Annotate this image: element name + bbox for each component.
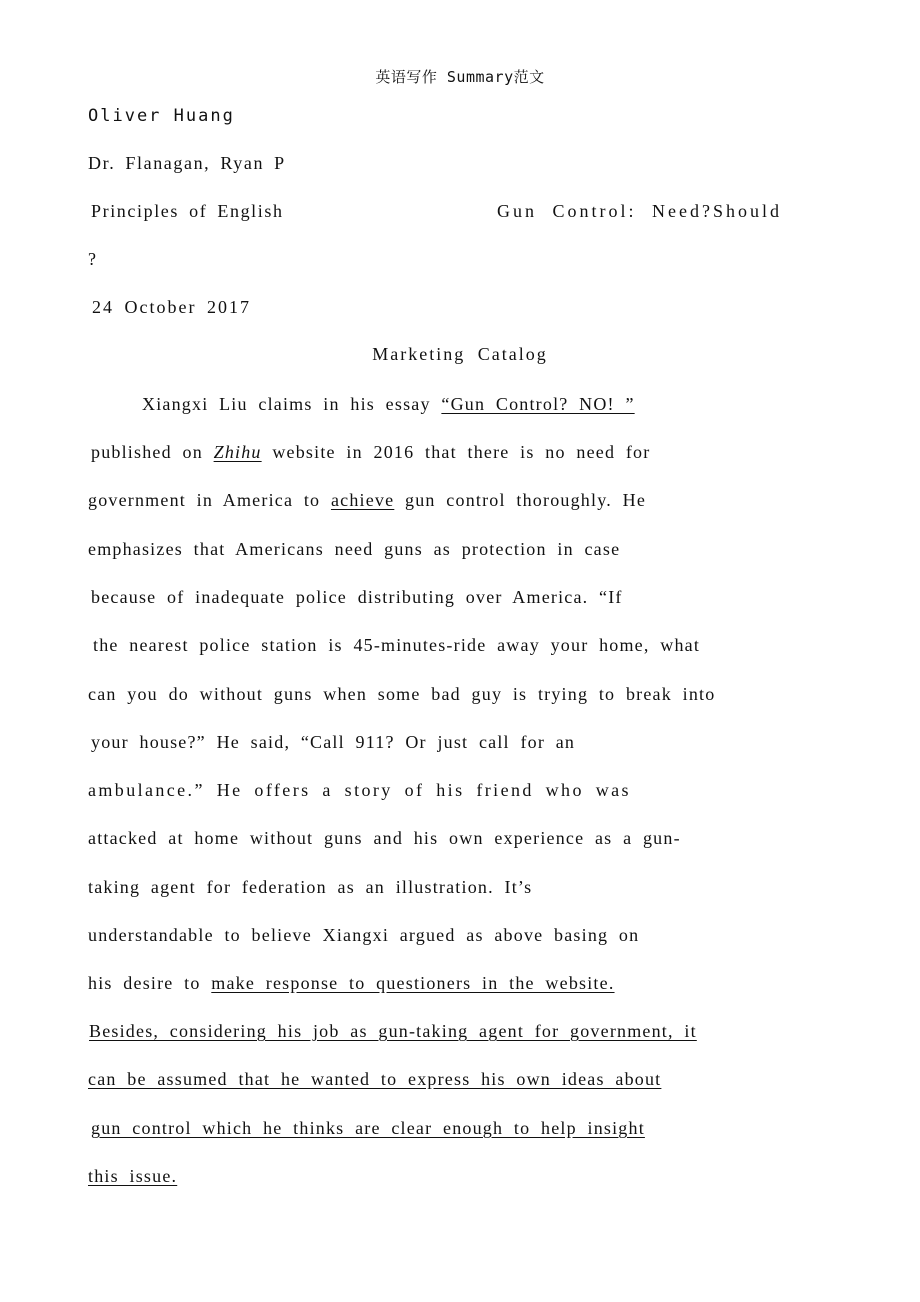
paragraph-line-1	[142, 392, 635, 416]
underlined-text: make response to questioners in the website.	[211, 973, 615, 993]
paragraph-line-9: ambulance.” He offers a story of his friend who was	[88, 780, 631, 800]
paragraph-line-17: this issue.	[88, 1166, 178, 1186]
paragraph-line-15: can be assumed that he wanted to express his own ideas about	[88, 1069, 662, 1089]
date: 24 October 2017	[92, 297, 251, 317]
text-run: Xiangxi Liu claims in his essay	[142, 394, 442, 414]
paragraph-line-3	[88, 488, 646, 512]
header-title: 英语写作 Summary范文	[375, 68, 545, 86]
text-run: website in 2016 that there is no need for	[261, 442, 651, 462]
paragraph-line-13	[88, 971, 615, 995]
paragraph-line-2	[91, 440, 650, 464]
text-run: his desire to	[88, 973, 212, 993]
paragraph-line-12: understandable to believe Xiangxi argued as above basing on	[88, 925, 640, 945]
course-name: Principles of English	[91, 201, 284, 221]
paragraph-line-16: gun control which he thinks are clear enough to help insight	[91, 1118, 645, 1138]
essay-title-link: “Gun Control? NO! ”	[441, 394, 635, 414]
section-title: Marketing Catalog	[372, 344, 548, 364]
paragraph-line-14: Besides, considering his job as gun-taking agent for government, it	[89, 1021, 697, 1041]
author-name: Oliver Huang	[88, 106, 235, 126]
paragraph-line-4: emphasizes that Americans need guns as protection in case	[88, 539, 621, 559]
paragraph-line-10: attacked at home without guns and his own experience as a gun-	[88, 828, 681, 848]
source-name: Zhihu	[213, 442, 262, 462]
paragraph-line-7: can you do without guns when some bad guy is trying to break into	[88, 684, 716, 704]
paragraph-line-5: because of inadequate police distributing over America. “If	[91, 587, 623, 607]
essay-title: Gun Control: Need?Should	[497, 201, 782, 221]
essay-title-continuation: ?	[88, 249, 96, 269]
paragraph-line-8: your house?” He said, “Call 911? Or just call for an	[91, 732, 576, 752]
instructor-name: Dr. Flanagan, Ryan P	[88, 153, 286, 173]
underlined-text: achieve	[330, 490, 395, 510]
text-run: government in America to	[88, 490, 331, 510]
text-run: gun control thoroughly. He	[394, 490, 647, 510]
paragraph-line-6: the nearest police station is 45-minutes-ride away your home, what	[93, 635, 701, 655]
paragraph-line-11: taking agent for federation as an illustration. It’s	[88, 877, 533, 897]
text-run: published on	[91, 442, 214, 462]
